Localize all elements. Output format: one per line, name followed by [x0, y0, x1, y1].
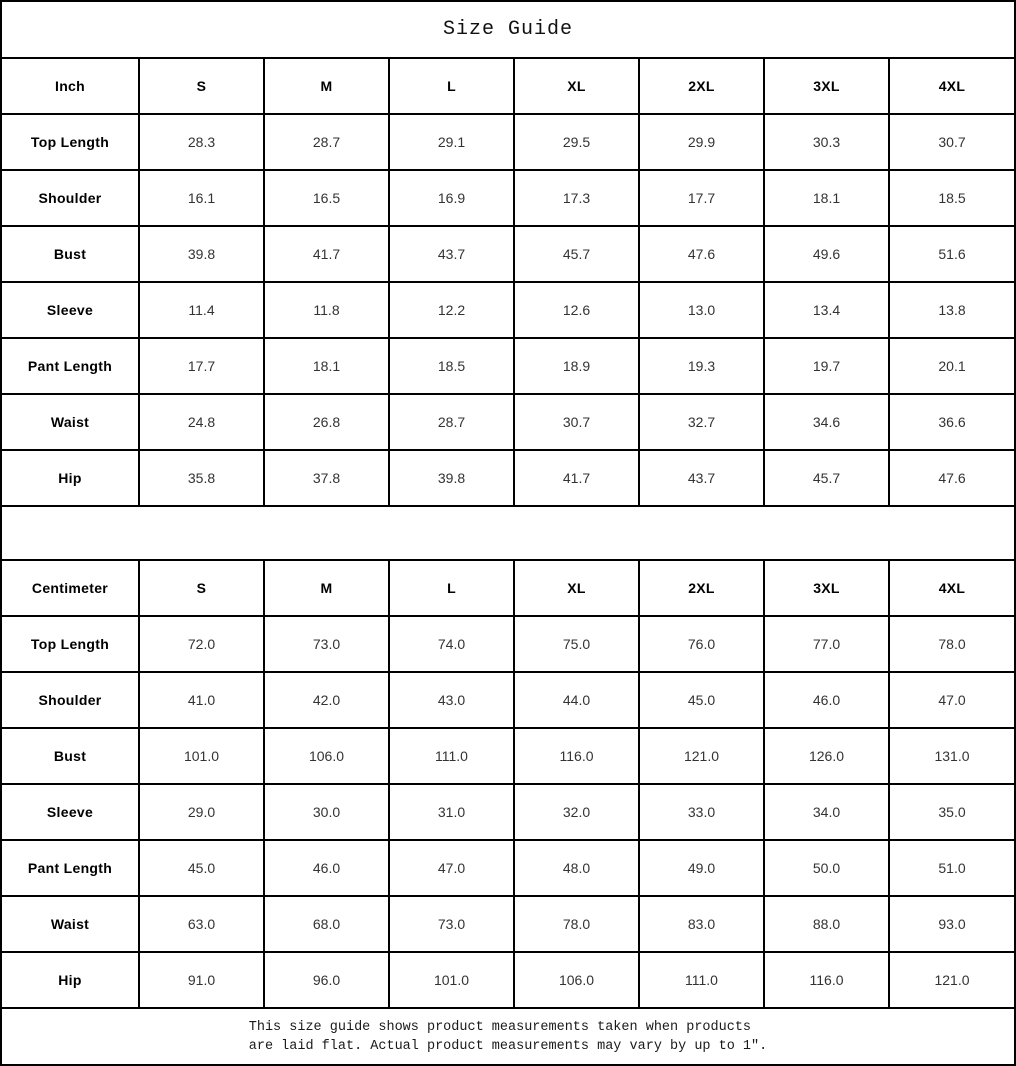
table-row: [2, 672, 1014, 728]
size-value-cell: 32.0: [514, 784, 639, 840]
size-value-cell: 106.0: [264, 728, 389, 784]
size-column-header: 2XL: [639, 59, 764, 114]
size-value-cell: 75.0: [514, 616, 639, 672]
size-value-cell: 20.1: [889, 338, 1014, 394]
table-row: [2, 616, 1014, 672]
size-value-cell: 37.8: [264, 450, 389, 505]
size-value-cell: 121.0: [889, 952, 1014, 1007]
size-column-header: S: [139, 59, 264, 114]
size-value-cell: 42.0: [264, 672, 389, 728]
table-row: [2, 896, 1014, 952]
size-value-cell: 12.6: [514, 282, 639, 338]
table-row: [2, 840, 1014, 896]
size-value-cell: 16.1: [139, 170, 264, 226]
inch-size-table: [2, 59, 1014, 505]
size-value-cell: 121.0: [639, 728, 764, 784]
size-value-cell: 47.6: [639, 226, 764, 282]
measurement-label: Bust: [2, 728, 139, 784]
table-row: [2, 226, 1014, 282]
size-value-cell: 73.0: [389, 896, 514, 952]
size-value-cell: 45.0: [139, 840, 264, 896]
measurement-label: Hip: [2, 450, 139, 505]
size-value-cell: 18.1: [264, 338, 389, 394]
measurement-label: Waist: [2, 394, 139, 450]
size-value-cell: 19.7: [764, 338, 889, 394]
size-value-cell: 11.4: [139, 282, 264, 338]
size-value-cell: 35.8: [139, 450, 264, 505]
size-value-cell: 13.0: [639, 282, 764, 338]
size-value-cell: 74.0: [389, 616, 514, 672]
size-value-cell: 116.0: [514, 728, 639, 784]
size-value-cell: 93.0: [889, 896, 1014, 952]
size-column-header: XL: [514, 59, 639, 114]
size-column-header: XL: [514, 561, 639, 616]
size-value-cell: 18.5: [389, 338, 514, 394]
size-column-header: L: [389, 561, 514, 616]
size-value-cell: 39.8: [389, 450, 514, 505]
size-value-cell: 29.1: [389, 114, 514, 170]
size-value-cell: 44.0: [514, 672, 639, 728]
size-value-cell: 68.0: [264, 896, 389, 952]
table-row: [2, 394, 1014, 450]
size-value-cell: 34.0: [764, 784, 889, 840]
size-value-cell: 17.7: [139, 338, 264, 394]
size-value-cell: 30.0: [264, 784, 389, 840]
size-value-cell: 30.7: [889, 114, 1014, 170]
size-value-cell: 32.7: [639, 394, 764, 450]
table-row: [2, 282, 1014, 338]
size-value-cell: 46.0: [264, 840, 389, 896]
size-value-cell: 28.7: [264, 114, 389, 170]
table-divider: [2, 505, 1014, 561]
size-value-cell: 63.0: [139, 896, 264, 952]
size-value-cell: 51.6: [889, 226, 1014, 282]
size-value-cell: 43.7: [639, 450, 764, 505]
size-value-cell: 78.0: [514, 896, 639, 952]
size-value-cell: 28.7: [389, 394, 514, 450]
size-value-cell: 101.0: [389, 952, 514, 1007]
size-value-cell: 24.8: [139, 394, 264, 450]
size-guide-note: [2, 1007, 1014, 1064]
size-value-cell: 28.3: [139, 114, 264, 170]
size-value-cell: 46.0: [764, 672, 889, 728]
size-value-cell: 77.0: [764, 616, 889, 672]
size-value-cell: 50.0: [764, 840, 889, 896]
size-value-cell: 30.7: [514, 394, 639, 450]
table-row: [2, 784, 1014, 840]
size-value-cell: 106.0: [514, 952, 639, 1007]
page-title: Size Guide: [2, 2, 1014, 59]
size-value-cell: 88.0: [764, 896, 889, 952]
size-value-cell: 16.5: [264, 170, 389, 226]
size-value-cell: 47.6: [889, 450, 1014, 505]
measurement-label: Pant Length: [2, 840, 139, 896]
measurement-label: Sleeve: [2, 282, 139, 338]
size-value-cell: 13.8: [889, 282, 1014, 338]
size-value-cell: 51.0: [889, 840, 1014, 896]
table-row: [2, 114, 1014, 170]
size-column-header: L: [389, 59, 514, 114]
size-value-cell: 12.2: [389, 282, 514, 338]
measurement-label: Pant Length: [2, 338, 139, 394]
size-value-cell: 19.3: [639, 338, 764, 394]
size-value-cell: 49.6: [764, 226, 889, 282]
size-value-cell: 35.0: [889, 784, 1014, 840]
centimeter-header-row: [2, 561, 1014, 616]
size-value-cell: 131.0: [889, 728, 1014, 784]
size-value-cell: 29.0: [139, 784, 264, 840]
size-value-cell: 29.5: [514, 114, 639, 170]
size-value-cell: 49.0: [639, 840, 764, 896]
measurement-label: Bust: [2, 226, 139, 282]
size-value-cell: 18.5: [889, 170, 1014, 226]
size-value-cell: 41.7: [514, 450, 639, 505]
size-value-cell: 39.8: [139, 226, 264, 282]
size-value-cell: 48.0: [514, 840, 639, 896]
unit-header-centimeter: Centimeter: [2, 561, 139, 616]
size-value-cell: 116.0: [764, 952, 889, 1007]
unit-header-inch: Inch: [2, 59, 139, 114]
table-row: [2, 952, 1014, 1007]
measurement-label: Shoulder: [2, 170, 139, 226]
size-value-cell: 47.0: [389, 840, 514, 896]
table-row: [2, 170, 1014, 226]
size-value-cell: 78.0: [889, 616, 1014, 672]
size-value-cell: 33.0: [639, 784, 764, 840]
size-column-header: M: [264, 561, 389, 616]
size-value-cell: 83.0: [639, 896, 764, 952]
size-value-cell: 31.0: [389, 784, 514, 840]
size-value-cell: 76.0: [639, 616, 764, 672]
size-value-cell: 43.7: [389, 226, 514, 282]
size-column-header: 2XL: [639, 561, 764, 616]
size-value-cell: 13.4: [764, 282, 889, 338]
size-value-cell: 111.0: [389, 728, 514, 784]
size-value-cell: 111.0: [639, 952, 764, 1007]
size-value-cell: 36.6: [889, 394, 1014, 450]
size-value-cell: 11.8: [264, 282, 389, 338]
size-column-header: S: [139, 561, 264, 616]
size-column-header: 3XL: [764, 561, 889, 616]
size-value-cell: 43.0: [389, 672, 514, 728]
note-line-1: This size guide shows product measurements taken when products: [248, 1019, 752, 1035]
size-column-header: 4XL: [889, 561, 1014, 616]
size-value-cell: 45.7: [764, 450, 889, 505]
size-value-cell: 26.8: [264, 394, 389, 450]
size-value-cell: 18.9: [514, 338, 639, 394]
size-value-cell: 41.7: [264, 226, 389, 282]
size-value-cell: 18.1: [764, 170, 889, 226]
measurement-label: Sleeve: [2, 784, 139, 840]
size-value-cell: 72.0: [139, 616, 264, 672]
size-value-cell: 73.0: [264, 616, 389, 672]
measurement-label: Hip: [2, 952, 139, 1007]
size-value-cell: 126.0: [764, 728, 889, 784]
size-value-cell: 41.0: [139, 672, 264, 728]
measurement-label: Shoulder: [2, 672, 139, 728]
measurement-label: Waist: [2, 896, 139, 952]
size-column-header: M: [264, 59, 389, 114]
size-column-header: 3XL: [764, 59, 889, 114]
size-value-cell: 45.0: [639, 672, 764, 728]
measurement-label: Top Length: [2, 616, 139, 672]
table-row: [2, 450, 1014, 505]
size-value-cell: 17.7: [639, 170, 764, 226]
size-value-cell: 45.7: [514, 226, 639, 282]
size-column-header: 4XL: [889, 59, 1014, 114]
centimeter-size-table: [2, 561, 1014, 1007]
size-value-cell: 96.0: [264, 952, 389, 1007]
size-value-cell: 101.0: [139, 728, 264, 784]
table-row: [2, 728, 1014, 784]
note-line-2: are laid flat. Actual product measurements may vary by up to 1″.: [248, 1038, 768, 1054]
size-value-cell: 17.3: [514, 170, 639, 226]
table-row: [2, 338, 1014, 394]
size-value-cell: 30.3: [764, 114, 889, 170]
measurement-label: Top Length: [2, 114, 139, 170]
size-value-cell: 29.9: [639, 114, 764, 170]
inch-header-row: [2, 59, 1014, 114]
size-value-cell: 34.6: [764, 394, 889, 450]
size-value-cell: 47.0: [889, 672, 1014, 728]
size-value-cell: 16.9: [389, 170, 514, 226]
size-value-cell: 91.0: [139, 952, 264, 1007]
